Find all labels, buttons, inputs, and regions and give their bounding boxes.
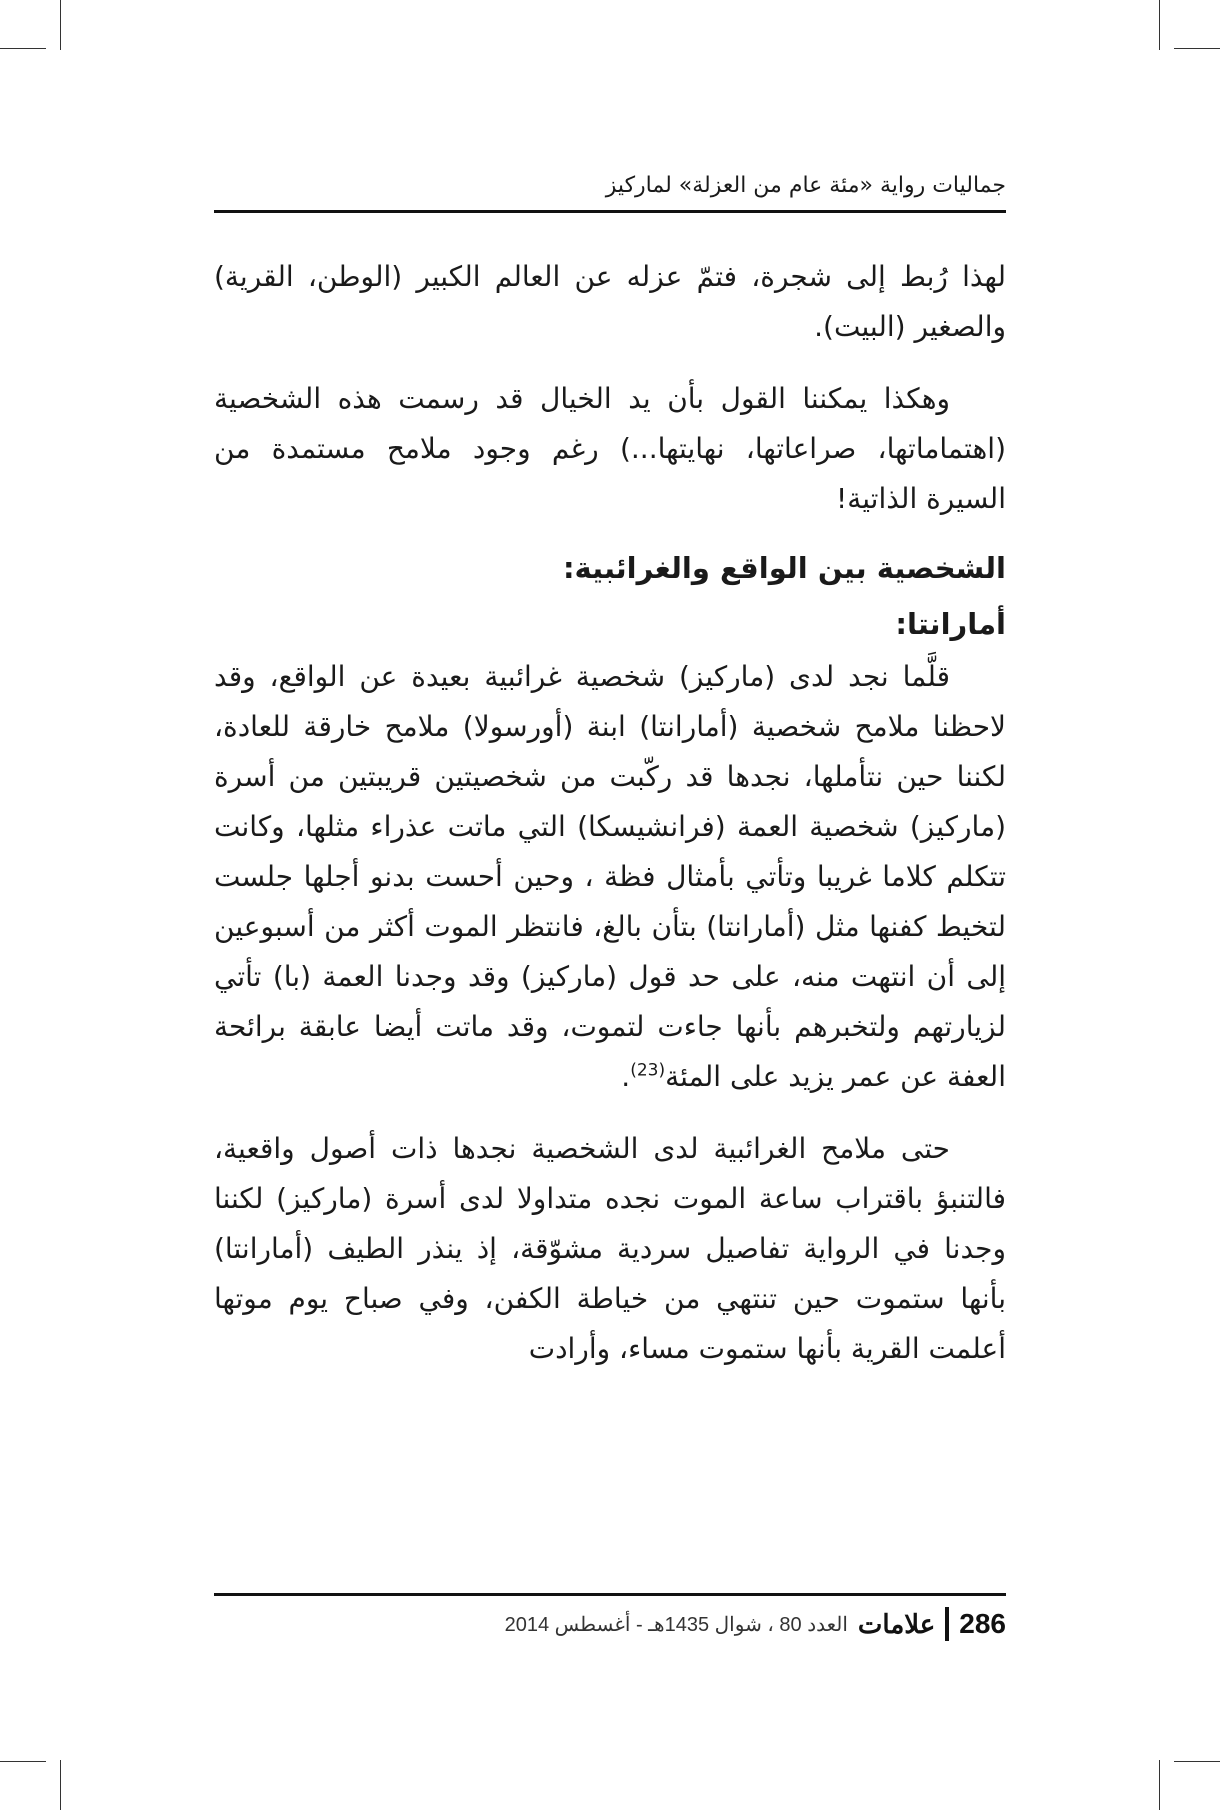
issue-info: العدد 80 ، شوال 1435هـ - أغسطس 2014 [504,1613,848,1636]
footnote-ref[interactable]: (23) [630,1060,666,1081]
crop-mark [1174,1761,1220,1762]
paragraph-4: حتى ملامح الغرائبية لدى الشخصية نجدها ذات أصول واقعية، فالتنبؤ باقتراب ساعة الموت نجده متداولا لدى أسرة (ماركيز) لكننا وجدنا في الرواية تفاصيل سردية مشوّقة، إذ ينذر الطيف (أمارانتا) بأنها ستموت حين تنتهي من خياطة الكفن، وفي صباح يوم موتها أعلمت القرية بأنها ستموت مساء، وأرادت [214,1132,1006,1365]
subsection-heading: أمارانتا: [895,607,1006,641]
crop-mark [0,48,46,49]
article-body [214,252,1006,1374]
paragraph-3 [214,652,1006,1102]
section-heading: الشخصية بين الواقع والغرائبية: [562,551,1006,585]
page-footer [214,1604,1006,1644]
footer-separator [945,1607,949,1641]
crop-mark [1174,48,1220,49]
crop-mark [1159,0,1160,50]
paragraph-3-end: . [621,1060,631,1093]
crop-mark [60,1760,61,1810]
crop-mark [60,0,61,50]
journal-logo: علامات [857,1608,936,1639]
paragraph-3-text: قلَّما نجد لدى (ماركيز) شخصية غرائبية بعيدة عن الواقع، وقد لاحظنا ملامح شخصية (أمارانتا) ابنة (أورسولا) ملامح خارقة للعادة، لكننا حين نتأملها، نجدها قد ركّبت من شخصيتين قريبتين من أسرة (ماركيز) شخصية العمة (فرانشيسكا) التي ماتت عذراء مثلها، وكانت تتكلم كلاما غريبا وتأتي بأمثال فظة ، وحين أحست بدنو أجلها جلست لتخيط كفنها مثل (أمارانتا) بتأن بالغ، فانتظر الموت أكثر من أسبوعين إلى أن انتهت منه، على حد قول (ماركيز) وقد وجدنا العمة (با) تأتي لزيارتهم ولتخبرهم بأنها جاءت لتموت، وقد ماتت أيضا عابقة برائحة العفة عن عمر يزيد على المئة [214,660,1006,1093]
running-header [214,166,1006,213]
crop-mark [1159,1760,1160,1810]
page-number: 286 [959,1608,1006,1639]
paragraph-2: وهكذا يمكننا القول بأن يد الخيال قد رسمت هذه الشخصية (اهتماماتها، صراعاتها، نهايتها...) رغم وجود ملامح مستمدة من السيرة الذاتية! [214,382,1006,515]
footer-rule [214,1593,1006,1596]
paragraph-1: لهذا رُبط إلى شجرة، فتمّ عزله عن العالم الكبير (الوطن، القرية) والصغير (البيت). [214,260,1006,343]
running-title: جماليات رواية «مئة عام من العزلة» لماركيز [605,173,1006,198]
crop-mark [0,1761,46,1762]
